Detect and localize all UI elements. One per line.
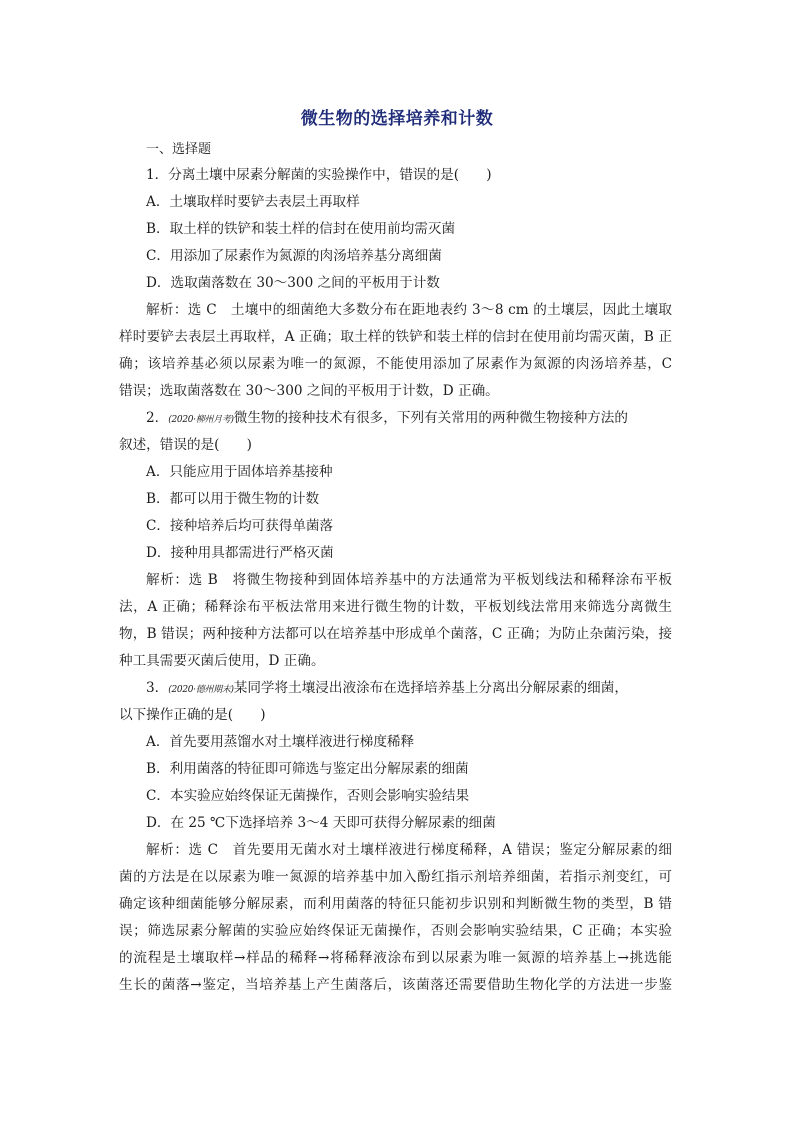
page-title: 微生物的选择培养和计数 (300, 109, 494, 129)
question-2-analysis-line: 解析：选 B 将微生物接种到固体培养基中的方法通常为平板划线法和稀释涂布平板 (146, 572, 672, 588)
question-2-option-b: B．都可以用于微生物的计数 (146, 491, 320, 507)
question-3-option-a: A．首先要用蒸馏水对土壤样液进行梯度稀释 (146, 734, 415, 750)
question-1-option-b: B．取土样的铁铲和装土样的信封在使用前均需灭菌 (146, 221, 456, 237)
question-1-analysis-line: 解析：选 C 土壤中的细菌绝大多数分布在距地表约 3～8 cm 的土壤层，因此土壤取 (146, 302, 672, 318)
question-3-option-b: B．利用菌落的特征即可筛选与鉴定出分解尿素的细菌 (146, 761, 469, 777)
question-3-source: (2020·德州期末) (168, 685, 234, 695)
question-3-analysis-line: 的流程是土壤取样→样品的稀释→将稀释液涂布到以尿素为唯一氮源的培养基上→挑选能 (119, 950, 672, 966)
question-2-stem (146, 409, 628, 430)
question-1-option-c: C．用添加了尿素作为氮源的肉汤培养基分离细菌 (146, 248, 442, 264)
question-2-option-c: C．接种培养后均可获得单菌落 (146, 518, 334, 534)
question-3-option-c: C．本实验应始终保证无菌操作，否则会影响实验结果 (146, 788, 470, 804)
question-2-analysis-line: 种工具需要灭菌后使用，D 正确。 (119, 653, 325, 669)
question-2-stem-continued: 叙述，错误的是( ) (119, 437, 252, 453)
question-2-source: (2020·柳州月考) (168, 415, 234, 425)
question-3-analysis-line: 菌的方法是在以尿素为唯一氮源的培养基中加入酚红指示剂培养细菌，若指示剂变红，可 (119, 869, 672, 885)
question-1-analysis-line: 错误；选取菌落数在 30～300 之间的平板用于计数，D 正确。 (119, 383, 499, 399)
section-heading: 一、选择题 (146, 142, 212, 157)
question-1-stem: 1．分离土壤中尿素分解菌的实验操作中，错误的是( ) (146, 167, 492, 183)
question-1-analysis-line: 确；该培养基必须以尿素为唯一的氮源，不能使用添加了尿素作为氮源的肉汤培养基，C (119, 356, 672, 372)
question-3-analysis-line: 确定该种细菌能够分解尿素，而利用菌落的特征只能初步识别和判断微生物的类型，B 错 (119, 896, 672, 912)
question-2-stem-text: 微生物的接种技术有很多，下列有关常用的两种微生物接种方法的 (233, 410, 628, 426)
question-2-option-d: D．接种用具都需进行严格灭菌 (146, 545, 334, 561)
question-3-stem-continued: 以下操作正确的是( ) (119, 707, 266, 723)
question-2-option-a: A．只能应用于固体培养基接种 (146, 464, 333, 480)
question-3-analysis-line: 解析：选 C 首先要用无菌水对土壤样液进行梯度稀释，A 错误；鉴定分解尿素的细 (146, 842, 672, 858)
question-1-analysis-line: 样时要铲去表层土再取样，A 正确；取土样的铁铲和装土样的信封在使用前均需灭菌，B 正 (119, 329, 672, 345)
question-1-option-a: A．土壤取样时要铲去表层土再取样 (146, 194, 360, 210)
question-2-analysis-line: 物，B 错误；两种接种方法都可以在培养基中形成单个菌落，C 正确；为防止杂菌污染，接 (119, 626, 672, 642)
question-3-analysis-line: 误；筛选尿素分解菌的实验应始终保证无菌操作，否则会影响实验结果，C 正确；本实验 (119, 923, 672, 939)
question-2-number: 2． (146, 410, 169, 426)
question-3-stem-text: 某同学将土壤浸出液涂布在选择培养基上分离出分解尿素的细菌， (233, 680, 628, 696)
question-3-number: 3． (146, 680, 169, 696)
question-3-option-d: D．在 25 ℃下选择培养 3～4 天即可获得分解尿素的细菌 (146, 815, 496, 831)
question-3-stem (146, 679, 628, 700)
question-2-analysis-line: 法，A 正确；稀释涂布平板法常用来进行微生物的计数，平板划线法常用来筛选分离微生 (119, 599, 672, 615)
question-3-analysis-line: 生长的菌落→鉴定，当培养基上产生菌落后，该菌落还需要借助生物化学的方法进一步鉴 (119, 977, 672, 993)
question-1-option-d: D．选取菌落数在 30～300 之间的平板用于计数 (146, 275, 440, 291)
